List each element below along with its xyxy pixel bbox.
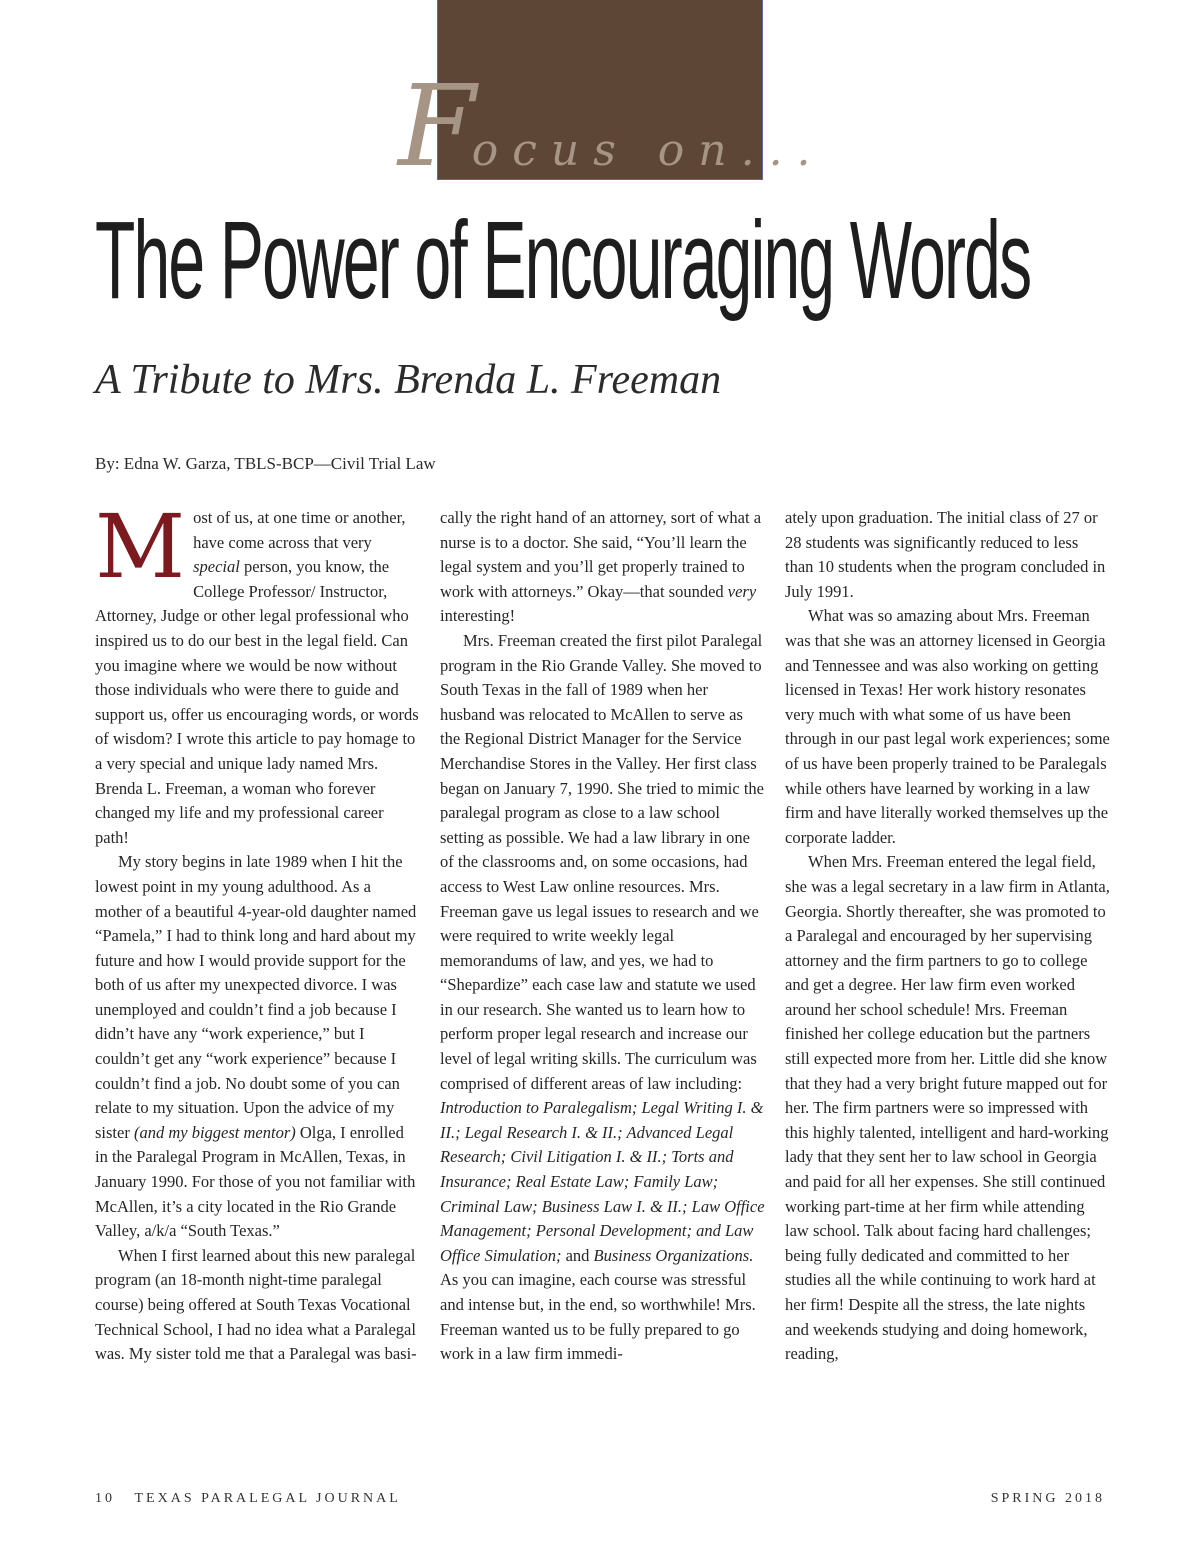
journal-name: TEXAS PARALEGAL JOURNAL xyxy=(134,1491,401,1506)
paragraph xyxy=(95,495,420,850)
section-kicker xyxy=(398,62,825,192)
text-column-1 xyxy=(95,495,420,1367)
emphasis: very xyxy=(727,581,757,601)
kicker-initial: F xyxy=(398,62,472,192)
emphasis: Introduction to Paralegalism; Legal Writing I. & II.; Legal Research I. & II.; Advanced Legal Research; Civil Litigation I. & II.; Torts and Insurance; Real Estate Law; Family Law; Criminal Law; Business Law I. & II.; Law Office Management; Personal Development; and Law Office Simulation; xyxy=(440,1098,765,1265)
text-run: ost of us, at one time or another, have come across that very xyxy=(193,508,406,552)
text-run: My story begins in late 1989 when I hit the lowest point in my young adulthood. As a mother of a beautiful 4-year-old daughter named “Pamela,” I had to think long and hard about my future and how I would provide support for the both of us after my unexpected divorce. I was unemployed and couldn’t find a job because I didn’t have any “work experience,” but I couldn’t get any “work experience” because I couldn’t find a job. No doubt some of you can relate to my situation. Upon the advice of my sister xyxy=(95,852,417,1142)
text-run: As you can imagine, each course was stressful and intense but, in the end, so worthwhile! Mrs. Freeman wanted us to be fully prepared to go work in a law firm immedi- xyxy=(440,1270,756,1364)
text-column-2 xyxy=(440,506,765,1367)
text-run: and xyxy=(561,1245,594,1265)
drop-cap: M xyxy=(95,495,186,598)
byline: By: Edna W. Garza, TBLS-BCP—Civil Trial Law xyxy=(95,454,436,473)
article-title: The Power of Encouraging Words xyxy=(95,199,1031,322)
paragraph: What was so amazing about Mrs. Freeman was that she was an attorney licensed in Georgia and Tennessee and was also working on getting licensed in Texas! Her work history resonates very much with what some of us have been through in our past legal work experiences; some of us have been properly trained to be Paralegals while others have learned by working in a law firm and have literally worked themselves up the corporate ladder. xyxy=(785,606,1110,847)
text-run: person, you know, the College Professor/ Instructor, Attorney, Judge or other legal professional who inspired us to do our best in the legal field. Can you imagine where we would be now without those individuals who were there to guide and support us, offer us encouraging words, or words of wisdom? I wrote this article to pay homage to a very special and unique lady named Mrs. Brenda L. Freeman, a woman who forever changed my life and my professional career path! xyxy=(95,557,419,847)
article-subtitle: A Tribute to Mrs. Brenda L. Freeman xyxy=(95,357,722,403)
paragraph: When Mrs. Freeman entered the legal field, she was a legal secretary in a law firm in Atlanta, Georgia. Shortly thereafter, she was promoted to a Paralegal and encouraged by her supervising attorney and the firm partners to go to college and get a degree. Her law firm even worked around her school schedule! Mrs. Freeman finished her college education but the partners still expected more from her. Little did she know that they had a very bright future mapped out for her. The firm partners were so impressed with this highly talented, intelligent and hard-working lady that they sent her to law school in Georgia and paid for all her expenses. She still continued working part-time at her firm while attending law school. Talk about facing hard challenges; being fully dedicated and committed to her studies all the while continuing to work hard at her firm! Despite all the stress, the late nights and weekends studying and doing homework, reading, xyxy=(785,852,1110,1364)
kicker-rest: ocus on... xyxy=(471,125,825,176)
paragraph xyxy=(440,506,765,629)
paragraph xyxy=(95,850,420,1244)
text-column-3 xyxy=(785,506,1110,1367)
footer-left xyxy=(95,1491,401,1507)
page-number: 10 xyxy=(95,1491,115,1506)
text-run: interesting! xyxy=(440,606,516,626)
issue-label: SPRING 2018 xyxy=(990,1491,1105,1506)
paragraph: ately upon graduation. The initial class of 27 or 28 students was significantly reduced to less than 10 students when the program concluded in July 1991. xyxy=(785,508,1106,601)
text-run: Olga, I enrolled in the Paralegal Program in McAllen, Texas, in January 1990. For those of you not familiar with McAllen, it’s a city located in the Rio Grande Valley, a/k/a “South Texas.” xyxy=(95,1122,416,1241)
emphasis: (and my biggest mentor) xyxy=(133,1122,296,1142)
emphasis: special xyxy=(193,557,240,577)
paragraph: When I first learned about this new paralegal program (an 18-month night-time paralegal course) being offered at South Texas Vocational Technical School, I had no idea what a Paralegal was. My sister told me that a Paralegal was basi- xyxy=(95,1245,417,1364)
text-run: cally the right hand of an attorney, sort of what a nurse is to a doctor. She said, “You’ll learn the legal system and you’ll get properly trained to work with attorneys.” Okay—that sounded xyxy=(440,508,762,601)
emphasis: Business Organizations. xyxy=(593,1245,754,1265)
text-run: Mrs. Freeman created the first pilot Paralegal program in the Rio Grande Valley. She moved to South Texas in the fall of 1989 when her husband was relocated to McAllen to serve as the Regional District Manager for the Service Merchandise Stores in the Valley. Her first class began on January 7, 1990. She tried to mimic the paralegal program as close to a law school setting as possible. We had a law library in one of the classrooms and, on some occasions, had access to West Law online resources. Mrs. Freeman gave us legal issues to research and we were required to write weekly legal memorandums of law, and yes, we had to “Shepardize” each case law and statute we used in our research. She wanted us to learn how to perform proper legal research and increase our level of legal writing skills. The curriculum was comprised of different areas of law including: xyxy=(440,630,764,1093)
paragraph xyxy=(440,629,765,1367)
